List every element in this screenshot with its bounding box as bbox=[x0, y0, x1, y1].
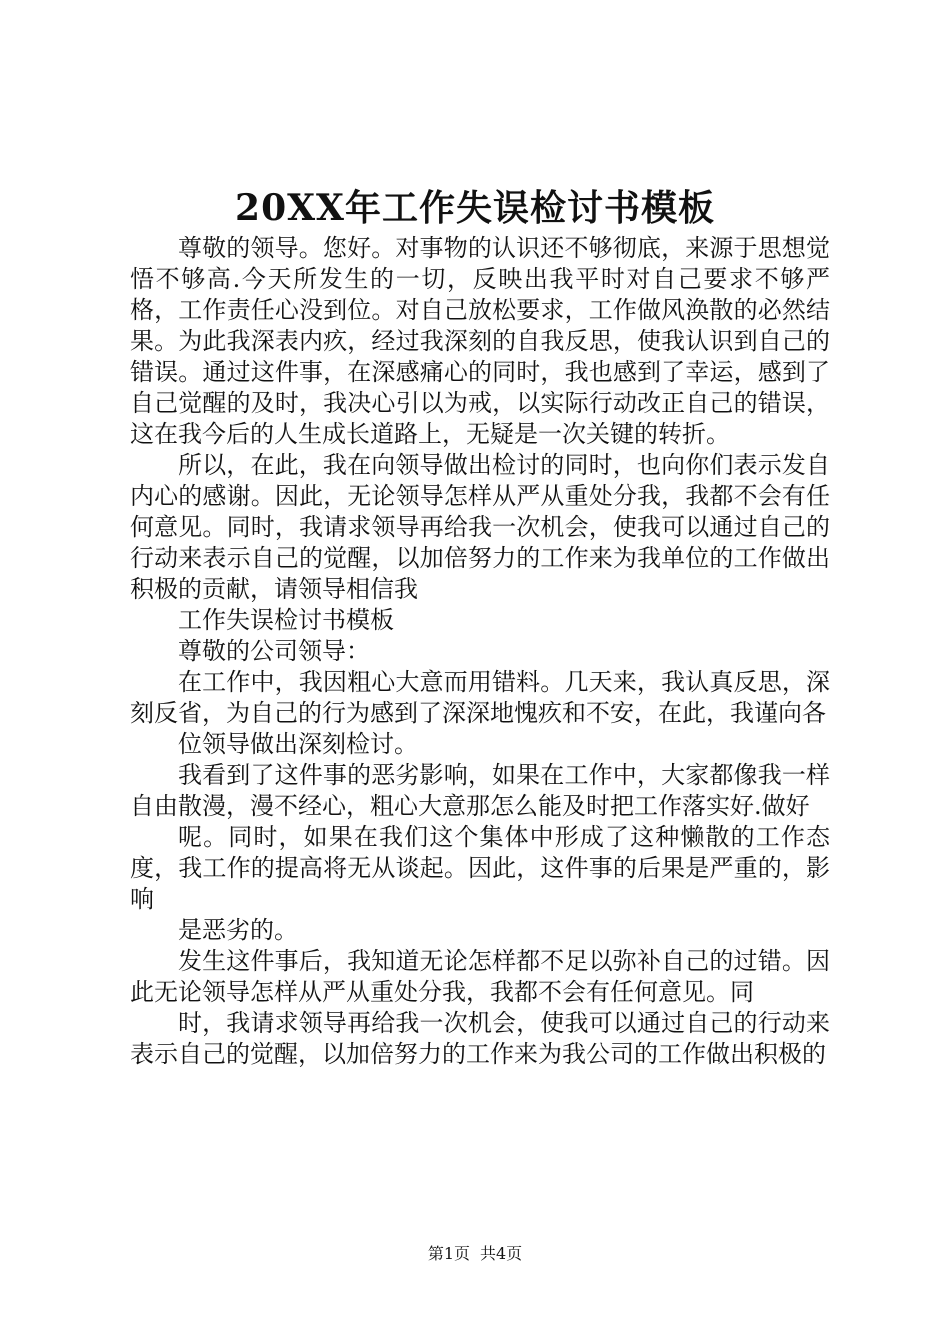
paragraph: 所以，在此，我在向领导做出检讨的同时，也向你们表示发自内心的感谢。因此，无论领导怎样从严从重处分我，我都不会有任何意见。同时，我请求领导再给我一次机会，使我可以通过自己的行动来表示自己的觉醒，以加倍努力的工作来为我单位的工作做出积极的贡献，请领导相信我 bbox=[130, 451, 830, 603]
paragraph: 尊敬的公司领导： bbox=[178, 637, 370, 665]
page-total: 共4页 bbox=[480, 1244, 523, 1263]
paragraph: 我看到了这件事的恶劣影响，如果在工作中，大家都像我一样自由散漫，漫不经心，粗心大意那怎么能及时把工作落实好.做好 bbox=[130, 761, 830, 820]
paragraph: 是恶劣的。 bbox=[178, 916, 298, 944]
page-footer bbox=[0, 1242, 950, 1266]
paragraph: 位领导做出深刻检讨。 bbox=[178, 730, 418, 758]
document-title: 20XX年工作失误检讨书模板 bbox=[235, 187, 715, 229]
paragraph: 工作失误检讨书模板 bbox=[178, 606, 394, 634]
paragraph: 时，我请求领导再给我一次机会，使我可以通过自己的行动来表示自己的觉醒，以加倍努力的工作来为我公司的工作做出积极的 bbox=[130, 1009, 830, 1068]
document-body bbox=[130, 233, 830, 1070]
paragraph: 发生这件事后，我知道无论怎样都不足以弥补自己的过错。因此无论领导怎样从严从重处分我，我都不会有任何意见。同 bbox=[130, 947, 830, 1006]
paragraph: 尊敬的领导。您好。对事物的认识还不够彻底，来源于思想觉悟不够高.今天所发生的一切，反映出我平时对自己要求不够严格，工作责任心没到位。对自己放松要求，工作做风涣散的必然结果。为此我深表内疚，经过我深刻的自我反思，使我认识到自己的错误。通过这件事，在深感痛心的同时，我也感到了幸运，感到了自己觉醒的及时，我决心引以为戒，以实际行动改正自己的错误，这在我今后的人生成长道路上，无疑是一次关键的转折。 bbox=[130, 234, 830, 448]
paragraph: 呢。同时，如果在我们这个集体中形成了这种懒散的工作态度，我工作的提高将无从谈起。因此，这件事的后果是严重的，影响 bbox=[130, 823, 830, 913]
page-number: 第1页 bbox=[427, 1244, 470, 1263]
paragraph: 在工作中，我因粗心大意而用错料。几天来，我认真反思，深刻反省，为自己的行为感到了深深地愧疚和不安，在此，我谨向各 bbox=[130, 668, 830, 727]
